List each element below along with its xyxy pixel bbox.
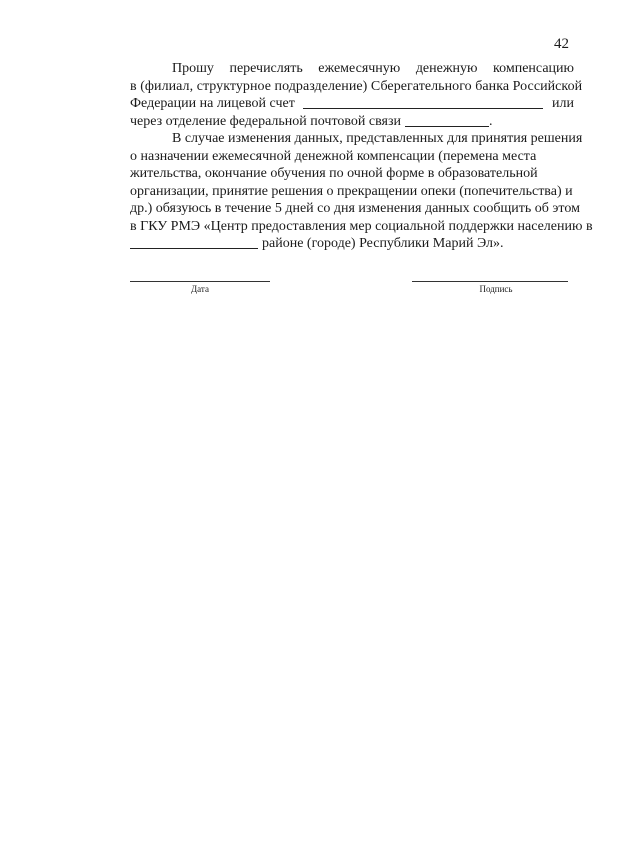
page-number: 42 [554, 36, 569, 52]
text-line: жительства, окончание обучения по очной форме в образовательной [130, 166, 538, 181]
word: перечислять [229, 61, 303, 76]
paragraph2-line4 [130, 183, 574, 201]
paragraph2-line5 [130, 200, 580, 218]
text-line: через отделение федеральной почтовой связи [130, 113, 401, 129]
paragraph1-line4 [130, 113, 574, 131]
word: компенсацию [493, 61, 574, 76]
word: ежемесячную [318, 61, 401, 76]
post-office-blank [405, 113, 489, 127]
paragraph2-line3 [130, 165, 574, 183]
text-line: . [489, 113, 493, 129]
signature-line [412, 281, 568, 282]
date-line [130, 281, 270, 282]
text-line: в (филиал, структурное подразделение) Сберегательного банка Российской [130, 78, 583, 94]
word: Прошу [172, 61, 214, 76]
document-body [130, 60, 593, 253]
paragraph2-line6 [130, 218, 593, 236]
paragraph2-line7 [130, 235, 574, 253]
district-blank [130, 235, 258, 249]
paragraph1-line1 [130, 60, 574, 78]
signature-label: Подпись [479, 284, 513, 294]
date-label: Дата [191, 284, 209, 294]
paragraph2-line1 [130, 130, 583, 148]
text-line: в ГКУ РМЭ «Центр предоставления мер социальной поддержки населению в [130, 218, 593, 234]
paragraph1-line3 [130, 95, 574, 113]
text-line: о назначении ежемесячной денежной компенсации (перемена места [130, 148, 537, 164]
text-line: организации, принятие решения о прекращении опеки (попечительства) и [130, 183, 573, 199]
account-number-blank [303, 95, 543, 109]
paragraph2-line2 [130, 148, 574, 166]
text-line: или [552, 96, 574, 111]
text-line: др.) обязуюсь в течение 5 дней со дня изменения данных сообщить об этом [130, 201, 580, 216]
text-line: районе (городе) Республики Марий Эл». [262, 236, 504, 251]
word: денежную [415, 61, 478, 76]
paragraph1-line2 [130, 78, 583, 96]
text-line: В случае изменения данных, представленных для принятия решения [172, 131, 583, 146]
text-line: Федерации на лицевой счет [130, 96, 295, 111]
